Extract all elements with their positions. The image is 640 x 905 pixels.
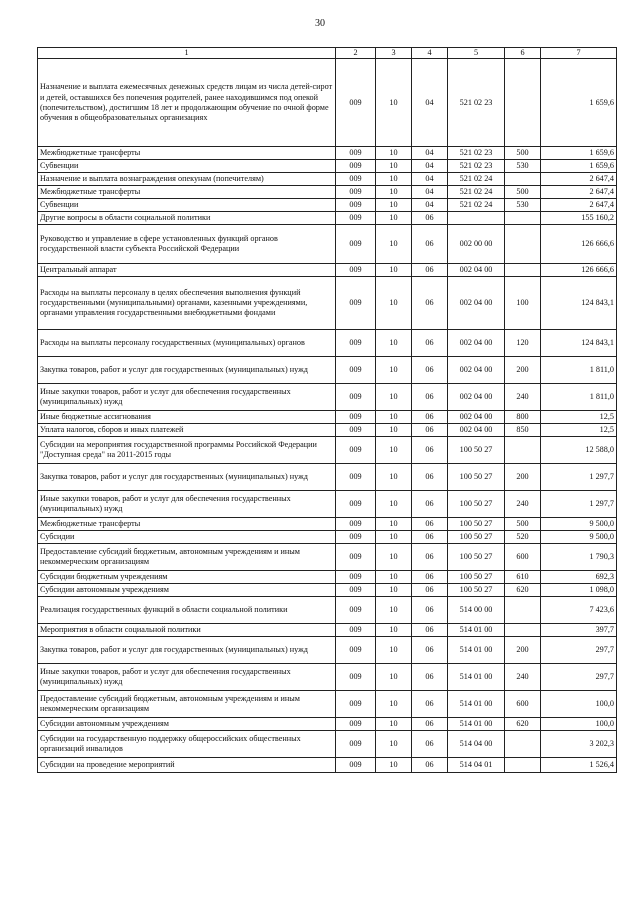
- cell-name: Иные закупки товаров, работ и услуг для обеспечения государственных (муниципальных) нужд: [38, 491, 336, 518]
- cell-subsection-code: 04: [412, 173, 448, 186]
- cell-target-article: 100 50 27: [448, 584, 505, 597]
- table-row: [38, 424, 617, 437]
- cell-ministry-code: 009: [336, 173, 376, 186]
- cell-name: Межбюджетные трансферты: [38, 518, 336, 531]
- table-row: [38, 225, 617, 264]
- cell-expense-type: 200: [505, 464, 541, 491]
- cell-section-code: 10: [376, 424, 412, 437]
- cell-name: Субсидии на государственную поддержку общероссийских общественных организаций инвалидов: [38, 731, 336, 758]
- cell-section-code: 10: [376, 147, 412, 160]
- header-cell: 2: [336, 48, 376, 59]
- cell-amount: 9 500,0: [541, 531, 617, 544]
- cell-section-code: 10: [376, 518, 412, 531]
- table-row: [38, 173, 617, 186]
- cell-section-code: 10: [376, 411, 412, 424]
- cell-expense-type: 200: [505, 637, 541, 664]
- table-row: [38, 464, 617, 491]
- table-row: [38, 758, 617, 773]
- cell-subsection-code: 06: [412, 758, 448, 773]
- cell-name: Субвенции: [38, 160, 336, 173]
- cell-ministry-code: 009: [336, 186, 376, 199]
- cell-target-article: 002 04 00: [448, 277, 505, 330]
- table-row: [38, 491, 617, 518]
- cell-subsection-code: 06: [412, 518, 448, 531]
- cell-target-article: 100 50 27: [448, 491, 505, 518]
- cell-amount: 12,5: [541, 424, 617, 437]
- cell-subsection-code: 04: [412, 199, 448, 212]
- cell-ministry-code: 009: [336, 464, 376, 491]
- cell-amount: 3 202,3: [541, 731, 617, 758]
- cell-name: Закупка товаров, работ и услуг для государственных (муниципальных) нужд: [38, 637, 336, 664]
- cell-expense-type: 120: [505, 330, 541, 357]
- cell-expense-type: [505, 264, 541, 277]
- cell-amount: 1 659,6: [541, 147, 617, 160]
- cell-section-code: 10: [376, 491, 412, 518]
- table-row: [38, 330, 617, 357]
- cell-section-code: 10: [376, 330, 412, 357]
- cell-subsection-code: 06: [412, 571, 448, 584]
- cell-subsection-code: 06: [412, 691, 448, 718]
- cell-section-code: 10: [376, 664, 412, 691]
- table-row: [38, 691, 617, 718]
- cell-amount: 1 297,7: [541, 491, 617, 518]
- table-row: [38, 160, 617, 173]
- cell-amount: 2 647,4: [541, 186, 617, 199]
- cell-expense-type: 240: [505, 491, 541, 518]
- cell-ministry-code: 009: [336, 437, 376, 464]
- cell-ministry-code: 009: [336, 225, 376, 264]
- cell-amount: 297,7: [541, 637, 617, 664]
- cell-subsection-code: 06: [412, 330, 448, 357]
- cell-section-code: 10: [376, 691, 412, 718]
- cell-target-article: 002 04 00: [448, 330, 505, 357]
- cell-expense-type: [505, 624, 541, 637]
- table-row: [38, 518, 617, 531]
- cell-ministry-code: 009: [336, 424, 376, 437]
- cell-name: Расходы на выплаты персоналу в целях обеспечения выполнения функций государственными (муниципальными) органами, казенными учреждениями, органами управления государственными внебюджетными фондами: [38, 277, 336, 330]
- cell-ministry-code: 009: [336, 160, 376, 173]
- cell-subsection-code: 04: [412, 160, 448, 173]
- cell-expense-type: 500: [505, 518, 541, 531]
- cell-amount: 155 160,2: [541, 212, 617, 225]
- cell-ministry-code: 009: [336, 411, 376, 424]
- cell-amount: 12 588,0: [541, 437, 617, 464]
- cell-subsection-code: 06: [412, 411, 448, 424]
- cell-section-code: 10: [376, 437, 412, 464]
- cell-subsection-code: 06: [412, 491, 448, 518]
- cell-section-code: 10: [376, 544, 412, 571]
- cell-target-article: 514 04 00: [448, 731, 505, 758]
- cell-subsection-code: 06: [412, 437, 448, 464]
- cell-ministry-code: 009: [336, 664, 376, 691]
- cell-name: Субсидии бюджетным учреждениям: [38, 571, 336, 584]
- table-row: [38, 147, 617, 160]
- cell-section-code: 10: [376, 160, 412, 173]
- cell-amount: 1 659,6: [541, 59, 617, 147]
- cell-ministry-code: 009: [336, 544, 376, 571]
- table-row: [38, 597, 617, 624]
- header-row: [38, 48, 617, 59]
- cell-amount: 1 297,7: [541, 464, 617, 491]
- cell-expense-type: [505, 212, 541, 225]
- cell-target-article: 514 01 00: [448, 637, 505, 664]
- cell-target-article: 002 04 00: [448, 424, 505, 437]
- cell-name: Субсидии: [38, 531, 336, 544]
- header-cell: 3: [376, 48, 412, 59]
- cell-subsection-code: 04: [412, 59, 448, 147]
- cell-amount: 124 843,1: [541, 330, 617, 357]
- cell-target-article: 002 00 00: [448, 225, 505, 264]
- cell-name: Межбюджетные трансферты: [38, 186, 336, 199]
- cell-ministry-code: 009: [336, 330, 376, 357]
- table-row: [38, 357, 617, 384]
- cell-amount: 2 647,4: [541, 173, 617, 186]
- cell-amount: 2 647,4: [541, 199, 617, 212]
- cell-ministry-code: 009: [336, 147, 376, 160]
- cell-ministry-code: 009: [336, 491, 376, 518]
- cell-expense-type: 520: [505, 531, 541, 544]
- cell-name: Межбюджетные трансферты: [38, 147, 336, 160]
- cell-name: Другие вопросы в области социальной политики: [38, 212, 336, 225]
- cell-expense-type: 600: [505, 544, 541, 571]
- cell-ministry-code: 009: [336, 718, 376, 731]
- table-row: [38, 59, 617, 147]
- cell-subsection-code: 06: [412, 264, 448, 277]
- cell-amount: 297,7: [541, 664, 617, 691]
- cell-ministry-code: 009: [336, 637, 376, 664]
- header-cell: 5: [448, 48, 505, 59]
- cell-section-code: 10: [376, 637, 412, 664]
- cell-expense-type: [505, 173, 541, 186]
- cell-subsection-code: 06: [412, 731, 448, 758]
- cell-ministry-code: 009: [336, 518, 376, 531]
- cell-name: Закупка товаров, работ и услуг для государственных (муниципальных) нужд: [38, 464, 336, 491]
- cell-target-article: 514 04 01: [448, 758, 505, 773]
- cell-ministry-code: 009: [336, 624, 376, 637]
- cell-target-article: 100 50 27: [448, 571, 505, 584]
- cell-section-code: 10: [376, 758, 412, 773]
- table-row: [38, 531, 617, 544]
- cell-target-article: 514 00 00: [448, 597, 505, 624]
- cell-target-article: 002 04 00: [448, 357, 505, 384]
- cell-name: Иные закупки товаров, работ и услуг для обеспечения государственных (муниципальных) нужд: [38, 664, 336, 691]
- cell-expense-type: [505, 225, 541, 264]
- cell-expense-type: 610: [505, 571, 541, 584]
- cell-name: Предоставление субсидий бюджетным, автономным учреждениям и иным некоммерческим организациям: [38, 691, 336, 718]
- cell-subsection-code: 06: [412, 357, 448, 384]
- cell-target-article: 514 01 00: [448, 624, 505, 637]
- cell-section-code: 10: [376, 531, 412, 544]
- cell-name: Иные закупки товаров, работ и услуг для обеспечения государственных (муниципальных) нужд: [38, 384, 336, 411]
- cell-subsection-code: 06: [412, 637, 448, 664]
- cell-subsection-code: 06: [412, 212, 448, 225]
- table-row: [38, 664, 617, 691]
- cell-section-code: 10: [376, 357, 412, 384]
- cell-section-code: 10: [376, 384, 412, 411]
- cell-section-code: 10: [376, 212, 412, 225]
- cell-subsection-code: 06: [412, 384, 448, 411]
- cell-name: Субвенции: [38, 199, 336, 212]
- cell-target-article: 002 04 00: [448, 411, 505, 424]
- cell-name: Предоставление субсидий бюджетным, автономным учреждениям и иным некоммерческим организациям: [38, 544, 336, 571]
- cell-subsection-code: 06: [412, 664, 448, 691]
- cell-subsection-code: 06: [412, 424, 448, 437]
- cell-expense-type: 200: [505, 357, 541, 384]
- header-cell: 7: [541, 48, 617, 59]
- cell-expense-type: [505, 597, 541, 624]
- cell-target-article: 002 04 00: [448, 384, 505, 411]
- cell-ministry-code: 009: [336, 758, 376, 773]
- cell-expense-type: 850: [505, 424, 541, 437]
- cell-ministry-code: 009: [336, 691, 376, 718]
- cell-amount: 1 790,3: [541, 544, 617, 571]
- cell-section-code: 10: [376, 571, 412, 584]
- table-row: [38, 718, 617, 731]
- cell-expense-type: [505, 731, 541, 758]
- cell-target-article: [448, 212, 505, 225]
- cell-target-article: 100 50 27: [448, 437, 505, 464]
- cell-ministry-code: 009: [336, 199, 376, 212]
- cell-amount: 1 659,6: [541, 160, 617, 173]
- cell-section-code: 10: [376, 277, 412, 330]
- cell-amount: 1 526,4: [541, 758, 617, 773]
- cell-ministry-code: 009: [336, 264, 376, 277]
- page-number: 30: [315, 18, 325, 29]
- table-row: [38, 731, 617, 758]
- cell-name: Мероприятия в области социальной политики: [38, 624, 336, 637]
- cell-amount: 100,0: [541, 718, 617, 731]
- cell-name: Субсидии на мероприятия государственной программы Российской Федерации "Доступная среда" на 2011-2015 годы: [38, 437, 336, 464]
- table-row: [38, 212, 617, 225]
- cell-target-article: 521 02 24: [448, 186, 505, 199]
- cell-amount: 1 098,0: [541, 584, 617, 597]
- cell-subsection-code: 06: [412, 597, 448, 624]
- cell-amount: 126 666,6: [541, 225, 617, 264]
- table-row: [38, 637, 617, 664]
- cell-section-code: 10: [376, 199, 412, 212]
- cell-expense-type: [505, 437, 541, 464]
- cell-amount: 124 843,1: [541, 277, 617, 330]
- cell-target-article: 521 02 24: [448, 199, 505, 212]
- cell-target-article: 521 02 23: [448, 59, 505, 147]
- cell-expense-type: [505, 59, 541, 147]
- cell-target-article: 100 50 27: [448, 531, 505, 544]
- cell-section-code: 10: [376, 584, 412, 597]
- header-cell: 1: [38, 48, 336, 59]
- cell-amount: 126 666,6: [541, 264, 617, 277]
- cell-section-code: 10: [376, 264, 412, 277]
- cell-target-article: 521 02 24: [448, 173, 505, 186]
- cell-subsection-code: 06: [412, 718, 448, 731]
- table-row: [38, 624, 617, 637]
- cell-target-article: 100 50 27: [448, 464, 505, 491]
- cell-name: Субсидии автономным учреждениям: [38, 718, 336, 731]
- table-row: [38, 277, 617, 330]
- cell-expense-type: 530: [505, 160, 541, 173]
- cell-subsection-code: 06: [412, 531, 448, 544]
- table-row: [38, 411, 617, 424]
- cell-expense-type: 800: [505, 411, 541, 424]
- cell-ministry-code: 009: [336, 597, 376, 624]
- cell-expense-type: [505, 758, 541, 773]
- cell-amount: 1 811,0: [541, 384, 617, 411]
- header-cell: 6: [505, 48, 541, 59]
- cell-target-article: 514 01 00: [448, 691, 505, 718]
- table-row: [38, 264, 617, 277]
- cell-subsection-code: 06: [412, 624, 448, 637]
- cell-name: Расходы на выплаты персоналу государственных (муниципальных) органов: [38, 330, 336, 357]
- cell-target-article: 521 02 23: [448, 160, 505, 173]
- cell-ministry-code: 009: [336, 531, 376, 544]
- cell-name: Центральный аппарат: [38, 264, 336, 277]
- cell-expense-type: 500: [505, 186, 541, 199]
- cell-section-code: 10: [376, 624, 412, 637]
- cell-subsection-code: 04: [412, 147, 448, 160]
- table-row: [38, 384, 617, 411]
- cell-target-article: 521 02 23: [448, 147, 505, 160]
- cell-subsection-code: 04: [412, 186, 448, 199]
- cell-amount: 9 500,0: [541, 518, 617, 531]
- cell-expense-type: 240: [505, 664, 541, 691]
- cell-section-code: 10: [376, 186, 412, 199]
- cell-ministry-code: 009: [336, 59, 376, 147]
- cell-target-article: 514 01 00: [448, 718, 505, 731]
- table-row: [38, 571, 617, 584]
- cell-amount: 1 811,0: [541, 357, 617, 384]
- cell-name: Иные бюджетные ассигнования: [38, 411, 336, 424]
- cell-section-code: 10: [376, 225, 412, 264]
- cell-expense-type: 600: [505, 691, 541, 718]
- cell-name: Реализация государственных функций в области социальной политики: [38, 597, 336, 624]
- cell-subsection-code: 06: [412, 464, 448, 491]
- cell-ministry-code: 009: [336, 277, 376, 330]
- cell-amount: 100,0: [541, 691, 617, 718]
- cell-ministry-code: 009: [336, 357, 376, 384]
- cell-section-code: 10: [376, 597, 412, 624]
- cell-ministry-code: 009: [336, 571, 376, 584]
- table-row: [38, 186, 617, 199]
- cell-subsection-code: 06: [412, 544, 448, 571]
- cell-target-article: 002 04 00: [448, 264, 505, 277]
- cell-section-code: 10: [376, 59, 412, 147]
- cell-amount: 7 423,6: [541, 597, 617, 624]
- cell-amount: 12,5: [541, 411, 617, 424]
- cell-name: Закупка товаров, работ и услуг для государственных (муниципальных) нужд: [38, 357, 336, 384]
- cell-subsection-code: 06: [412, 277, 448, 330]
- cell-section-code: 10: [376, 173, 412, 186]
- table-row: [38, 544, 617, 571]
- cell-subsection-code: 06: [412, 584, 448, 597]
- cell-section-code: 10: [376, 718, 412, 731]
- cell-amount: 397,7: [541, 624, 617, 637]
- cell-section-code: 10: [376, 464, 412, 491]
- table-row: [38, 199, 617, 212]
- cell-expense-type: 530: [505, 199, 541, 212]
- cell-name: Назначение и выплата ежемесячных денежных средств лицам из числа детей-сирот и детей, оставшихся без попечения родителей, ранее находившимся под опекой (попечительством), достигшим 18 лет и продолжающим обучение по очной форме обучения в общеобразовательных организациях: [38, 59, 336, 147]
- table-row: [38, 437, 617, 464]
- cell-expense-type: 240: [505, 384, 541, 411]
- budget-table-body: [38, 48, 617, 773]
- header-cell: 4: [412, 48, 448, 59]
- cell-name: Руководство и управление в сфере установленных функций органов государственной власти субъекта Российской Федерации: [38, 225, 336, 264]
- cell-ministry-code: 009: [336, 384, 376, 411]
- budget-table: [37, 47, 617, 773]
- cell-expense-type: 500: [505, 147, 541, 160]
- cell-target-article: 100 50 27: [448, 544, 505, 571]
- cell-name: Уплата налогов, сборов и иных платежей: [38, 424, 336, 437]
- cell-target-article: 514 01 00: [448, 664, 505, 691]
- cell-amount: 692,3: [541, 571, 617, 584]
- cell-expense-type: 620: [505, 718, 541, 731]
- table-row: [38, 584, 617, 597]
- cell-expense-type: 620: [505, 584, 541, 597]
- cell-name: Назначение и выплата вознаграждения опекунам (попечителям): [38, 173, 336, 186]
- cell-name: Субсидии на проведение мероприятий: [38, 758, 336, 773]
- cell-subsection-code: 06: [412, 225, 448, 264]
- cell-ministry-code: 009: [336, 212, 376, 225]
- cell-target-article: 100 50 27: [448, 518, 505, 531]
- cell-ministry-code: 009: [336, 584, 376, 597]
- cell-expense-type: 100: [505, 277, 541, 330]
- cell-name: Субсидии автономным учреждениям: [38, 584, 336, 597]
- cell-section-code: 10: [376, 731, 412, 758]
- cell-ministry-code: 009: [336, 731, 376, 758]
